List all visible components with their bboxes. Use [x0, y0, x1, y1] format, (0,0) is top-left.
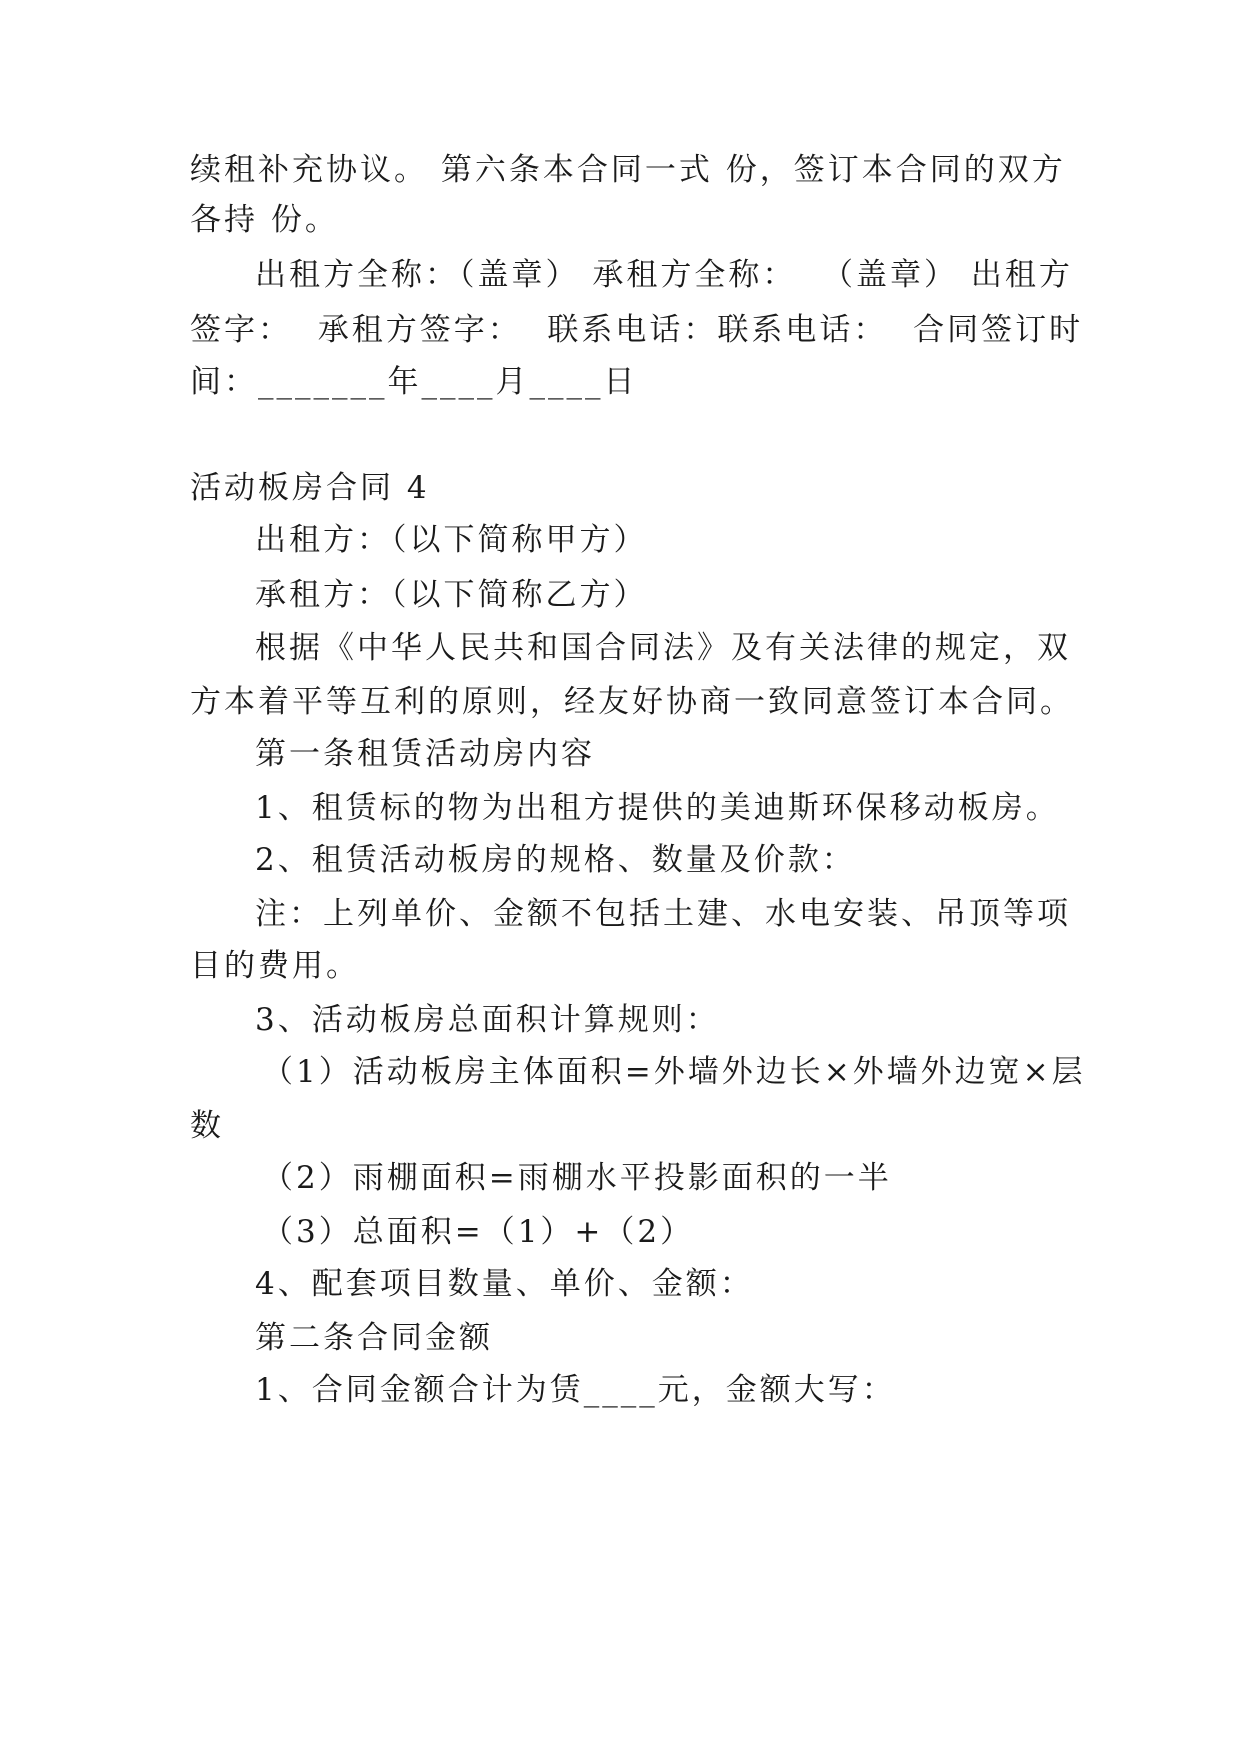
text-line-3: 出租方全称：（盖章） 承租方全称： （盖章） 出租方 [255, 257, 1073, 293]
text-line-lessee: 承租方：（以下简称乙方） [255, 577, 648, 613]
item-1: 1、租赁标的物为出租方提供的美迪斯环保移动板房。 [255, 790, 1060, 826]
note-line: 注：上列单价、金额不包括土建、水电安装、吊顶等项 [255, 896, 1071, 932]
text-line-2: 各持 份。 [190, 202, 339, 238]
item-3: 3、活动板房总面积计算规则： [255, 1002, 720, 1038]
article-1-heading: 第一条租赁活动房内容 [255, 736, 595, 772]
item-2: 2、租赁活动板房的规格、数量及价款： [255, 842, 856, 878]
rule-2: （2）雨棚面积=雨棚水平投影面积的一半 [262, 1160, 892, 1196]
text-line-5: 间：_______年____月____日 [190, 364, 638, 400]
article-2-heading: 第二条合同金额 [255, 1320, 493, 1356]
rule-1: （1）活动板房主体面积=外墙外边长×外墙外边宽×层 [262, 1054, 1086, 1090]
note-line-cont: 目的费用。 [190, 948, 360, 984]
text-line-basis: 根据《中华人民共和国合同法》及有关法律的规定，双 [255, 630, 1071, 666]
text-line-4: 签字： 承租方签字： 联系电话：联系电话： 合同签订时 [190, 312, 1084, 348]
rule-3: （3）总面积=（1）+（2） [262, 1214, 695, 1250]
item-4: 4、配套项目数量、单价、金额： [255, 1266, 754, 1302]
text-line-lessor: 出租方：（以下简称甲方） [255, 522, 648, 558]
section-title: 活动板房合同 4 [190, 470, 430, 506]
text-line-1: 续租补充协议。 第六条本合同一式 份，签订本合同的双方 [190, 152, 1066, 188]
text-line-basis-cont: 方本着平等互利的原则，经友好协商一致同意签订本合同。 [190, 684, 1074, 720]
contract-amount-line: 1、合同金额合计为赁____元，金额大写： [255, 1372, 896, 1408]
rule-1-cont: 数 [190, 1108, 224, 1144]
